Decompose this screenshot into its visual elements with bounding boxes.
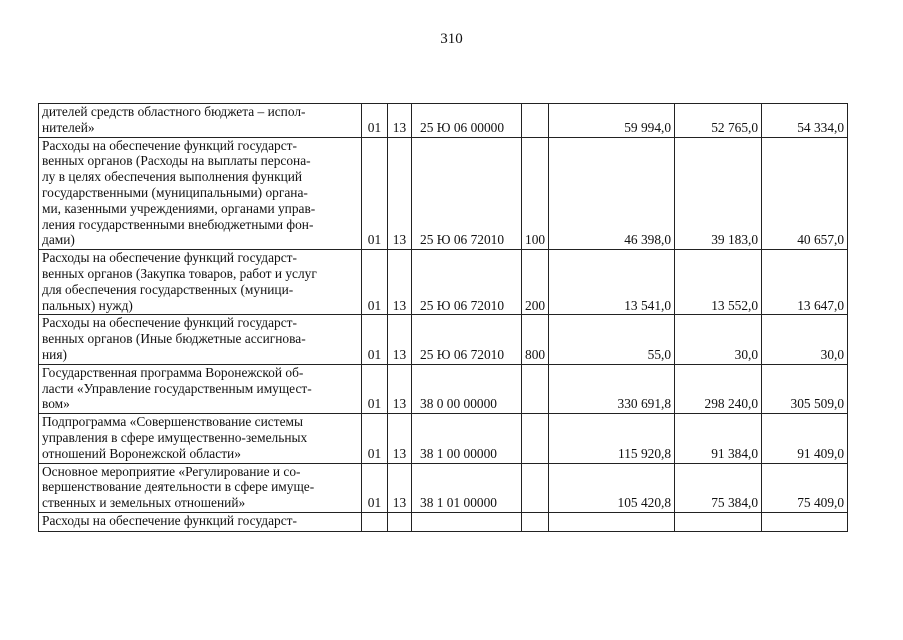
row-name-line: Расходы на обеспечение функций государст- <box>42 137 297 153</box>
expense-type-cell <box>522 463 549 512</box>
table-row <box>39 104 848 138</box>
amount-year2-cell: 13 552,0 <box>675 250 762 315</box>
row-name-line: Основное мероприятие «Регулирование и со- <box>42 463 301 479</box>
table-row <box>39 315 848 364</box>
row-name-line: для обеспечения государственных (муници- <box>42 281 294 297</box>
amount-year3-cell: 40 657,0 <box>762 137 848 250</box>
row-name-line: лу в целях обеспечения выполнения функций <box>42 169 303 185</box>
row-name-line: ления государственными внебюджетными фон- <box>42 216 314 232</box>
expense-type-cell <box>522 414 549 463</box>
target-article-cell: 38 1 01 00000 <box>412 463 522 512</box>
row-name-line: ния) <box>42 346 67 362</box>
amount-year3-cell: 305 509,0 <box>762 364 848 413</box>
row-name-line: отношений Воронежской области» <box>42 445 241 461</box>
amount-year2-cell: 39 183,0 <box>675 137 762 250</box>
budget-table <box>38 103 848 532</box>
subsection-code-cell: 13 <box>388 463 412 512</box>
row-name-line: Расходы на обеспечение функций государст- <box>42 512 297 528</box>
amount-year3-cell: 54 334,0 <box>762 104 848 138</box>
expense-type-cell <box>522 104 549 138</box>
table-row <box>39 250 848 315</box>
row-name-line: венных органов (Закупка товаров, работ и услуг <box>42 265 317 281</box>
section-code-cell: 01 <box>362 315 388 364</box>
expense-type-cell: 100 <box>522 137 549 250</box>
section-code-cell: 01 <box>362 250 388 315</box>
row-name-line: венных органов (Иные бюджетные ассигнова- <box>42 331 306 347</box>
amount-year2-cell: 30,0 <box>675 315 762 364</box>
section-code-cell: 01 <box>362 463 388 512</box>
amount-year3-cell: 30,0 <box>762 315 848 364</box>
amount-year1-cell: 13 541,0 <box>549 250 675 315</box>
row-name-line: ми, казенными учреждениями, органами управ- <box>42 200 316 216</box>
table-row <box>39 364 848 413</box>
section-code-cell: 01 <box>362 137 388 250</box>
row-name-line: вершенствование деятельности в сфере имуще- <box>42 479 315 495</box>
row-name-line: ственных и земельных отношений» <box>42 495 246 511</box>
amount-year1-cell: 55,0 <box>549 315 675 364</box>
subsection-code-cell: 13 <box>388 414 412 463</box>
row-name-line: Подпрограмма «Совершенствование системы <box>42 414 304 430</box>
table-row <box>39 463 848 512</box>
target-article-cell: 38 1 00 00000 <box>412 414 522 463</box>
row-name-line: венных органов (Расходы на выплаты персона- <box>42 153 311 169</box>
row-name-line: нителей» <box>42 119 95 135</box>
subsection-code-cell <box>388 512 412 531</box>
row-name-cell <box>39 512 362 531</box>
section-code-cell: 01 <box>362 364 388 413</box>
subsection-code-cell: 13 <box>388 315 412 364</box>
target-article-cell: 25 Ю 06 72010 <box>412 315 522 364</box>
subsection-code-cell: 13 <box>388 364 412 413</box>
amount-year2-cell: 91 384,0 <box>675 414 762 463</box>
row-name-line: Расходы на обеспечение функций государст- <box>42 315 297 331</box>
subsection-code-cell: 13 <box>388 250 412 315</box>
table-row <box>39 137 848 250</box>
row-name-line: Расходы на обеспечение функций государст- <box>42 250 297 266</box>
amount-year1-cell <box>549 512 675 531</box>
subsection-code-cell: 13 <box>388 137 412 250</box>
row-name-cell <box>39 364 362 413</box>
row-name-cell <box>39 414 362 463</box>
amount-year1-cell: 115 920,8 <box>549 414 675 463</box>
target-article-cell: 25 Ю 06 00000 <box>412 104 522 138</box>
amount-year3-cell: 91 409,0 <box>762 414 848 463</box>
expense-type-cell: 200 <box>522 250 549 315</box>
amount-year3-cell <box>762 512 848 531</box>
table-row <box>39 414 848 463</box>
amount-year3-cell: 13 647,0 <box>762 250 848 315</box>
section-code-cell <box>362 512 388 531</box>
amount-year2-cell: 75 384,0 <box>675 463 762 512</box>
subsection-code-cell: 13 <box>388 104 412 138</box>
expense-type-cell <box>522 512 549 531</box>
row-name-line: государственными (муниципальными) органа- <box>42 184 308 200</box>
section-code-cell: 01 <box>362 414 388 463</box>
row-name-line: вом» <box>42 396 70 412</box>
row-name-line: дителей средств областного бюджета – испол- <box>42 104 306 119</box>
expense-type-cell <box>522 364 549 413</box>
section-code-cell: 01 <box>362 104 388 138</box>
amount-year2-cell <box>675 512 762 531</box>
amount-year1-cell: 330 691,8 <box>549 364 675 413</box>
amount-year2-cell: 52 765,0 <box>675 104 762 138</box>
row-name-cell <box>39 463 362 512</box>
row-name-line: управления в сфере имущественно-земельных <box>42 429 308 445</box>
row-name-cell <box>39 315 362 364</box>
page-number: 310 <box>440 31 463 47</box>
amount-year1-cell: 59 994,0 <box>549 104 675 138</box>
row-name-cell <box>39 104 362 138</box>
amount-year2-cell: 298 240,0 <box>675 364 762 413</box>
amount-year3-cell: 75 409,0 <box>762 463 848 512</box>
expense-type-cell: 800 <box>522 315 549 364</box>
amount-year1-cell: 105 420,8 <box>549 463 675 512</box>
row-name-cell <box>39 137 362 250</box>
target-article-cell: 25 Ю 06 72010 <box>412 137 522 250</box>
amount-year1-cell: 46 398,0 <box>549 137 675 250</box>
target-article-cell <box>412 512 522 531</box>
target-article-cell: 38 0 00 00000 <box>412 364 522 413</box>
table-row <box>39 512 848 531</box>
row-name-line: Государственная программа Воронежской об- <box>42 364 304 380</box>
row-name-line: пальных) нужд) <box>42 297 133 313</box>
target-article-cell: 25 Ю 06 72010 <box>412 250 522 315</box>
row-name-cell <box>39 250 362 315</box>
row-name-line: ласти «Управление государственным имущест- <box>42 380 312 396</box>
row-name-line: дами) <box>42 232 75 248</box>
